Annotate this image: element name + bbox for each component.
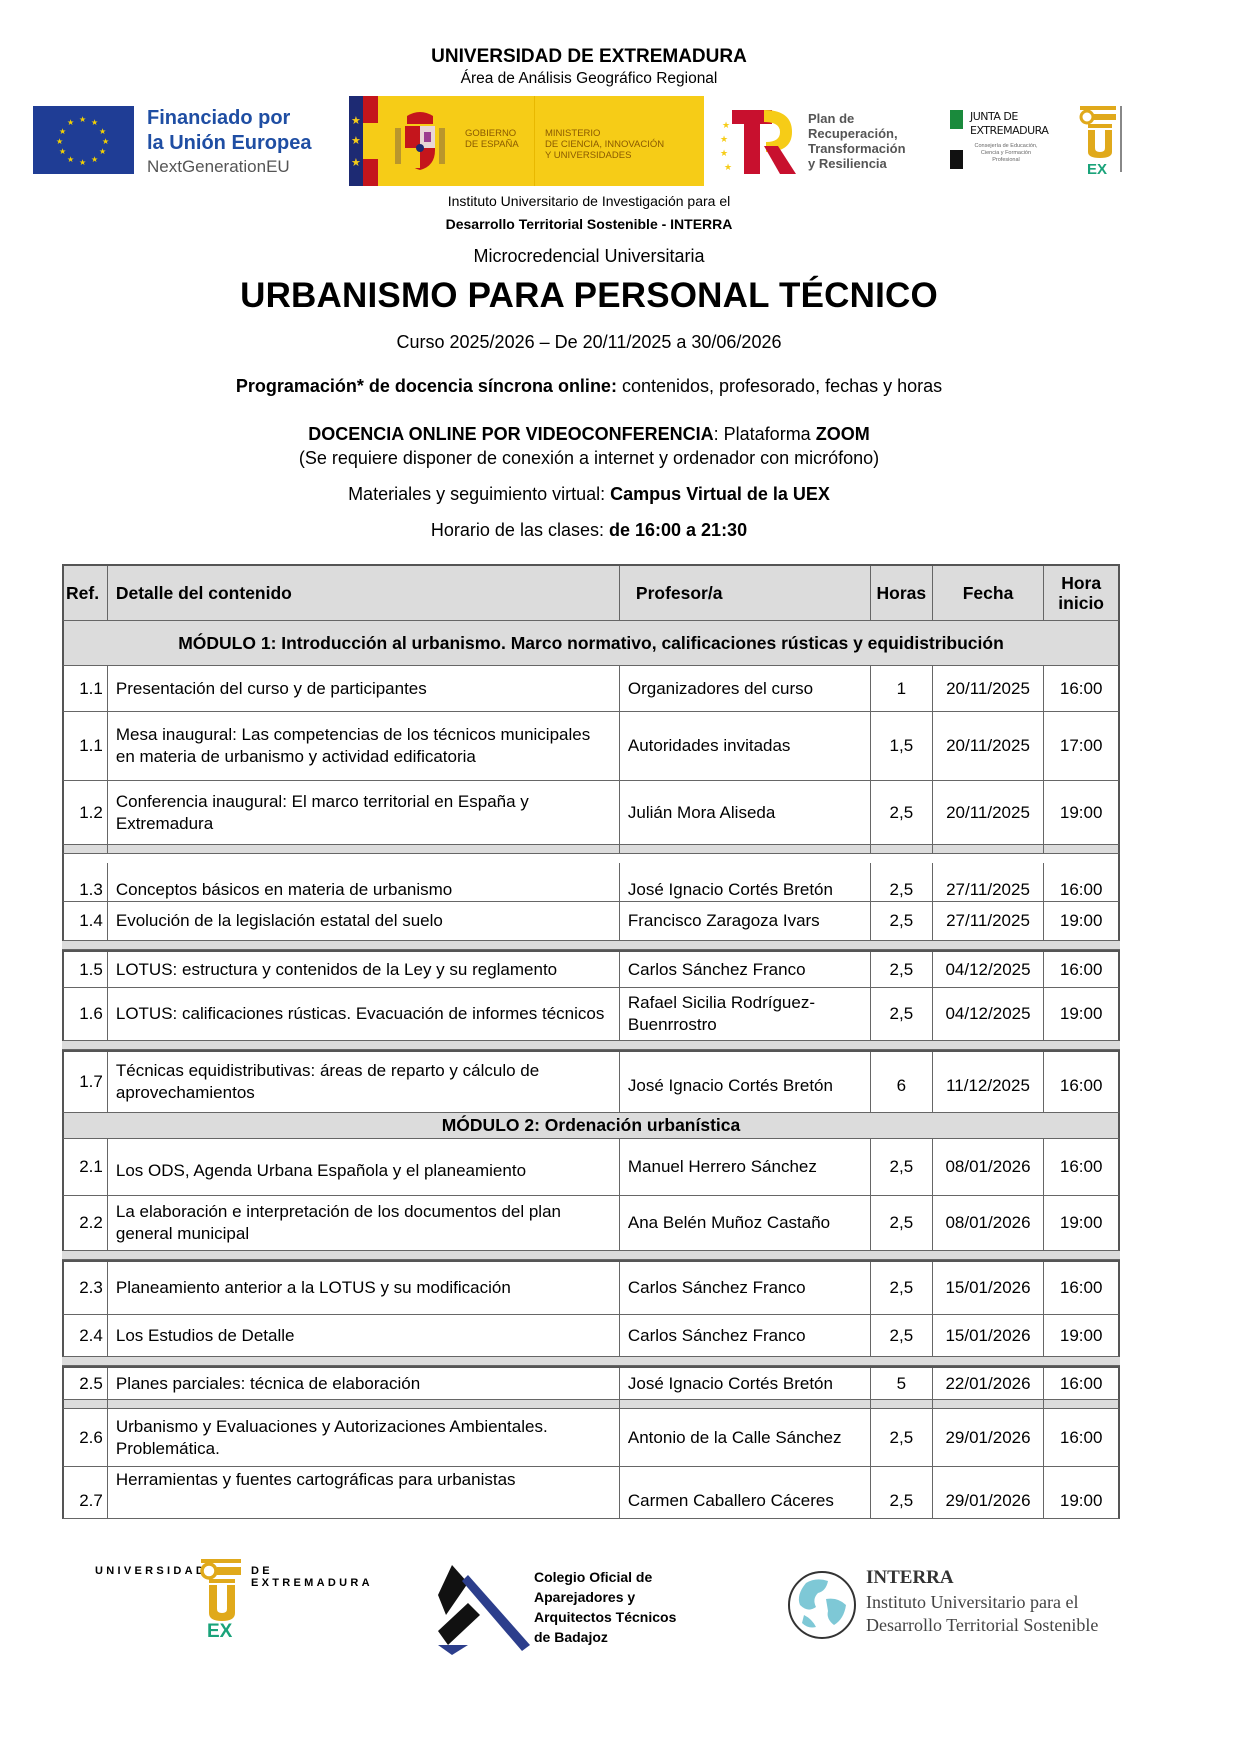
course-dates: Curso 2025/2026 – De 20/11/2025 a 30/06/2026: [396, 332, 782, 352]
cell-detalle: Los Estudios de Detalle: [108, 1315, 620, 1356]
cell-ref: 1.1: [64, 666, 108, 711]
cell-horas: 2,5: [871, 988, 933, 1040]
programacion-bold: Programación* de docencia síncrona online:: [235, 376, 617, 396]
coaat-emblem-icon: [438, 1565, 530, 1655]
prtr-tr-icon: [720, 106, 806, 178]
cell-profesor: Carlos Sánchez Franco: [620, 1262, 871, 1314]
footer-uex-logo: [95, 1557, 375, 1642]
cell-fecha: 20/11/2025: [933, 781, 1045, 844]
cell-detalle: La elaboración e interpretación de los documentos del plan general municipal: [108, 1196, 620, 1250]
materiales-label: Materiales y seguimiento virtual:: [348, 484, 611, 504]
horario-value: de 16:00 a 21:30: [608, 520, 748, 540]
cell-fecha: 15/01/2026: [933, 1262, 1045, 1314]
cell-hora: 17:00: [1059, 736, 1103, 755]
cell-fecha: 29/01/2026: [933, 1409, 1045, 1466]
coat-of-arms-icon: [393, 110, 447, 172]
platform-name: ZOOM: [815, 424, 870, 444]
table-row: [62, 950, 1120, 988]
prtr-logo: [720, 106, 920, 178]
table-row: [62, 1467, 1120, 1519]
uex-column-icon: [1076, 104, 1126, 176]
prtr-text: y Resiliencia: [808, 156, 887, 171]
cell-fecha: 11/12/2025: [933, 1052, 1045, 1112]
separator-row: [62, 1041, 1120, 1050]
cell-profesor: Antonio de la Calle Sánchez: [620, 1409, 871, 1466]
cell-ref: 1.6: [64, 988, 108, 1040]
prtr-text: Recuperación,: [808, 126, 898, 141]
cell-fecha: 08/01/2026: [933, 1196, 1045, 1250]
separator-row: [62, 1251, 1120, 1260]
footer-interra-logo: [772, 1557, 1152, 1647]
cell-fecha: 27/11/2025: [933, 902, 1045, 940]
svg-text:★: ★: [722, 120, 731, 130]
cell-horas: 2,5: [871, 1315, 933, 1356]
module-header: MÓDULO 1: Introducción al urbanismo. Marco normativo, calificaciones rústicas y equidistribución: [62, 621, 1120, 666]
cell-hora: 16:00: [1059, 1076, 1103, 1095]
cell-fecha: 04/12/2025: [933, 988, 1045, 1040]
cell-detalle: LOTUS: calificaciones rústicas. Evacuación de informes técnicos: [108, 988, 620, 1040]
cell-horas: 5: [871, 1368, 933, 1399]
table-row: [62, 712, 1120, 781]
coaat-text: de Badajoz: [534, 1629, 608, 1645]
cell-horas: 1: [871, 666, 933, 711]
cell-ref: 1.4: [64, 902, 108, 940]
cell-horas: 2,5: [871, 1139, 933, 1195]
footer-coaat-logo: [438, 1557, 698, 1647]
junta-extremadura-logo: [950, 108, 1060, 174]
globe-icon: [786, 1569, 858, 1641]
cell-profesor: Autoridades invitadas: [620, 712, 871, 780]
cell-profesor: Carlos Sánchez Franco: [620, 1315, 871, 1356]
cell-horas: 2,5: [871, 1409, 933, 1466]
cell-ref: 1.7: [64, 1052, 108, 1112]
cell-profesor: Ana Belén Muñoz Castaño: [620, 1196, 871, 1250]
module-header: MÓDULO 2: Ordenación urbanística: [62, 1113, 1120, 1139]
cell-hora: 19:00: [1059, 802, 1103, 822]
cell-fecha: 22/01/2026: [933, 1368, 1045, 1399]
cell-ref: 2.3: [64, 1262, 108, 1314]
header-profesor: Profesor/a: [620, 566, 871, 620]
spain-flag-icon: ★ ★ ★: [349, 96, 378, 186]
svg-text:★: ★: [720, 148, 729, 158]
separator-row: [62, 1400, 1120, 1409]
cell-detalle: Planeamiento anterior a la LOTUS y su modificación: [108, 1262, 620, 1314]
cell-ref: 2.1: [64, 1139, 108, 1195]
svg-text:EX: EX: [1087, 161, 1108, 176]
cell-horas: 1,5: [871, 712, 933, 780]
header-fecha: Fecha: [933, 566, 1045, 620]
interra-name: INTERRA: [866, 1567, 954, 1588]
programacion-line: [0, 376, 1178, 397]
cell-profesor: Carmen Caballero Cáceres: [620, 1467, 871, 1518]
materiales-line: [0, 484, 1178, 505]
course-title: URBANISMO PARA PERSONAL TÉCNICO: [240, 276, 938, 315]
cell-detalle: Técnicas equidistributivas: áreas de reparto y cálculo de aprovechamientos: [108, 1052, 620, 1112]
header-hora-inicio: Hora inicio: [1058, 573, 1104, 613]
eu-logo-text: Financiado por: [147, 107, 291, 129]
cell-detalle: Urbanismo y Evaluaciones y Autorizaciones Ambientales. Problemática.: [108, 1409, 620, 1466]
cell-ref: 2.6: [64, 1409, 108, 1466]
uex-logo: [1076, 104, 1126, 176]
area-subtitle: Área de Análisis Geográfico Regional: [460, 70, 718, 87]
cell-detalle: Evolución de la legislación estatal del suelo: [108, 902, 620, 940]
gobierno-text: DE ESPAÑA: [465, 139, 519, 150]
cell-detalle: Presentación del curso y de participantes: [108, 666, 620, 711]
coaat-text: Aparejadores y: [534, 1589, 636, 1605]
junta-flag-green-icon: [950, 110, 963, 129]
cell-fecha: 15/01/2026: [933, 1315, 1045, 1356]
cell-horas: 6: [871, 1052, 933, 1112]
university-title: UNIVERSIDAD DE EXTREMADURA: [431, 46, 747, 67]
cell-horas: 2,5: [871, 902, 933, 940]
ministerio-text: DE CIENCIA, INNOVACIÓN: [545, 139, 665, 150]
cell-detalle: LOTUS: estructura y contenidos de la Ley y su reglamento: [108, 952, 620, 987]
table-row: [62, 1139, 1120, 1196]
header-horas: Horas: [871, 566, 933, 620]
header-ref: Ref.: [64, 566, 108, 620]
separator-row: [62, 845, 1120, 854]
cell-horas: 2,5: [871, 1196, 933, 1250]
cell-hora: 16:00: [1059, 1427, 1103, 1447]
cell-ref: 2.5: [64, 1368, 108, 1399]
cell-fecha: 20/11/2025: [933, 712, 1045, 780]
cell-profesor: José Ignacio Cortés Bretón: [620, 863, 871, 901]
cell-ref: 2.7: [64, 1467, 108, 1518]
prtr-text: Plan de: [808, 111, 855, 126]
cell-horas: 2,5: [871, 863, 933, 901]
eu-logo-text: NextGenerationEU: [147, 157, 290, 176]
table-row: [62, 666, 1120, 712]
gobierno-espana-logo: [349, 96, 704, 186]
requirements-note: (Se requiere disponer de conexión a internet y ordenador con micrófono): [298, 448, 880, 468]
docencia-mid: : Plataforma: [713, 424, 816, 444]
cell-ref: 1.3: [64, 863, 108, 901]
cell-ref: 2.4: [64, 1315, 108, 1356]
cell-hora: 19:00: [1059, 1325, 1103, 1345]
coaat-text: Colegio Oficial de: [534, 1569, 653, 1585]
instituto-line: Instituto Universitario de Investigación para el: [447, 193, 731, 209]
cell-profesor: Julián Mora Aliseda: [620, 781, 871, 844]
separator-row: [62, 1357, 1120, 1366]
separator-row: [62, 941, 1120, 950]
ministerio-text: MINISTERIO: [545, 128, 601, 139]
table-header-row: [62, 564, 1120, 621]
cell-ref: 1.2: [64, 781, 108, 844]
table-row: [62, 1366, 1120, 1400]
cell-profesor: José Ignacio Cortés Bretón: [620, 1368, 871, 1399]
cell-fecha: 04/12/2025: [933, 952, 1045, 987]
junta-text: JUNTA DE: [970, 110, 1018, 123]
cell-horas: 2,5: [871, 1262, 933, 1314]
cell-fecha: 27/11/2025: [933, 863, 1045, 901]
cell-ref: 1.5: [64, 952, 108, 987]
table-row: [62, 1315, 1120, 1357]
cell-hora: 19:00: [1059, 1004, 1103, 1023]
cell-detalle: Conceptos básicos en materia de urbanismo: [108, 863, 620, 901]
cell-fecha: 29/01/2026: [933, 1467, 1045, 1518]
svg-text:★: ★: [720, 134, 729, 144]
interra-subtext: Instituto Universitario para el: [866, 1592, 1079, 1612]
cell-ref: 2.2: [64, 1196, 108, 1250]
cell-detalle: Planes parciales: técnica de elaboración: [108, 1368, 620, 1399]
cell-profesor: Francisco Zaragoza Ivars: [620, 902, 871, 940]
cell-profesor: Carlos Sánchez Franco: [620, 952, 871, 987]
cell-hora: 19:00: [1059, 1491, 1103, 1510]
cell-detalle: Mesa inaugural: Las competencias de los técnicos municipales en materia de urbanismo y actividad edificatoria: [108, 712, 620, 780]
table-row: [62, 1260, 1120, 1315]
junta-text: EXTREMADURA: [970, 124, 1049, 137]
cell-profesor: Organizadores del curso: [620, 666, 871, 711]
cell-detalle: Conferencia inaugural: El marco territorial en España y Extremadura: [108, 781, 620, 844]
eu-logo-text: la Unión Europea: [147, 132, 312, 154]
table-row: [62, 1050, 1120, 1113]
schedule-table: [62, 564, 1120, 1519]
programacion-rest: contenidos, profesorado, fechas y horas: [616, 376, 943, 396]
horario-line: [0, 520, 1178, 541]
cell-fecha: 20/11/2025: [933, 666, 1045, 711]
cell-fecha: 08/01/2026: [933, 1139, 1045, 1195]
microcredencial-label: Microcredencial Universitaria: [473, 246, 705, 266]
cell-hora: 16:00: [1059, 1278, 1103, 1297]
cell-hora: 16:00: [1059, 1373, 1103, 1393]
table-row: [62, 1196, 1120, 1251]
ministerio-text: Y UNIVERSIDADES: [545, 150, 632, 161]
cell-ref: 1.1: [64, 712, 108, 780]
materiales-value: Campus Virtual de la UEX: [610, 484, 830, 504]
table-row: [62, 1409, 1120, 1467]
cell-hora: 19:00: [1059, 911, 1103, 930]
cell-hora: 16:00: [1059, 959, 1103, 979]
coaat-text: Arquitectos Técnicos: [534, 1609, 677, 1625]
docencia-bold: DOCENCIA ONLINE POR VIDEOCONFERENCIA: [308, 424, 714, 444]
table-row: [62, 902, 1120, 941]
footer-uex-ex: EX: [207, 1621, 233, 1642]
svg-text:★: ★: [724, 162, 733, 172]
junta-subtext: Ciencia y Formación: [980, 150, 1032, 156]
footer-uex-left-text: UNIVERSIDAD: [95, 1565, 208, 1577]
cell-profesor: Manuel Herrero Sánchez: [620, 1139, 871, 1195]
footer-uex-right-text: DE EXTREMADURA: [251, 1565, 373, 1589]
eu-flag-icon: ★ ★ ★ ★ ★ ★ ★ ★ ★ ★ ★ ★: [33, 106, 134, 174]
cell-profesor: José Ignacio Cortés Bretón: [620, 1052, 871, 1112]
junta-subtext: Consejería de Educación,: [974, 143, 1038, 149]
junta-flag-black-icon: [950, 150, 963, 169]
cell-hora: 16:00: [1059, 1157, 1103, 1176]
cell-hora: 16:00: [1059, 880, 1103, 899]
prtr-text: Transformación: [808, 141, 906, 156]
cell-horas: 2,5: [871, 1467, 933, 1518]
interra-subtext: Desarrollo Territorial Sostenible: [866, 1615, 1099, 1635]
cell-detalle: Los ODS, Agenda Urbana Española y el planeamiento: [108, 1139, 620, 1195]
gobierno-text: GOBIERNO: [465, 128, 517, 139]
table-row: [62, 781, 1120, 845]
table-row: [62, 854, 1120, 902]
cell-hora: 16:00: [1059, 678, 1103, 698]
cell-horas: 2,5: [871, 781, 933, 844]
horario-label: Horario de las clases:: [430, 520, 609, 540]
junta-subtext: Profesional: [992, 157, 1020, 163]
cell-profesor: Rafael Sicilia Rodríguez-Buenrrostro: [620, 988, 871, 1040]
eu-funding-logo: [33, 106, 312, 178]
cell-detalle: Herramientas y fuentes cartográficas para urbanistas: [108, 1467, 620, 1518]
cell-horas: 2,5: [871, 952, 933, 987]
table-row: [62, 988, 1120, 1041]
header-detalle: Detalle del contenido: [108, 566, 620, 620]
docencia-line: [0, 424, 1178, 445]
cell-hora: 19:00: [1059, 1213, 1103, 1232]
instituto-name: Desarrollo Territorial Sostenible - INTERRA: [445, 216, 733, 232]
